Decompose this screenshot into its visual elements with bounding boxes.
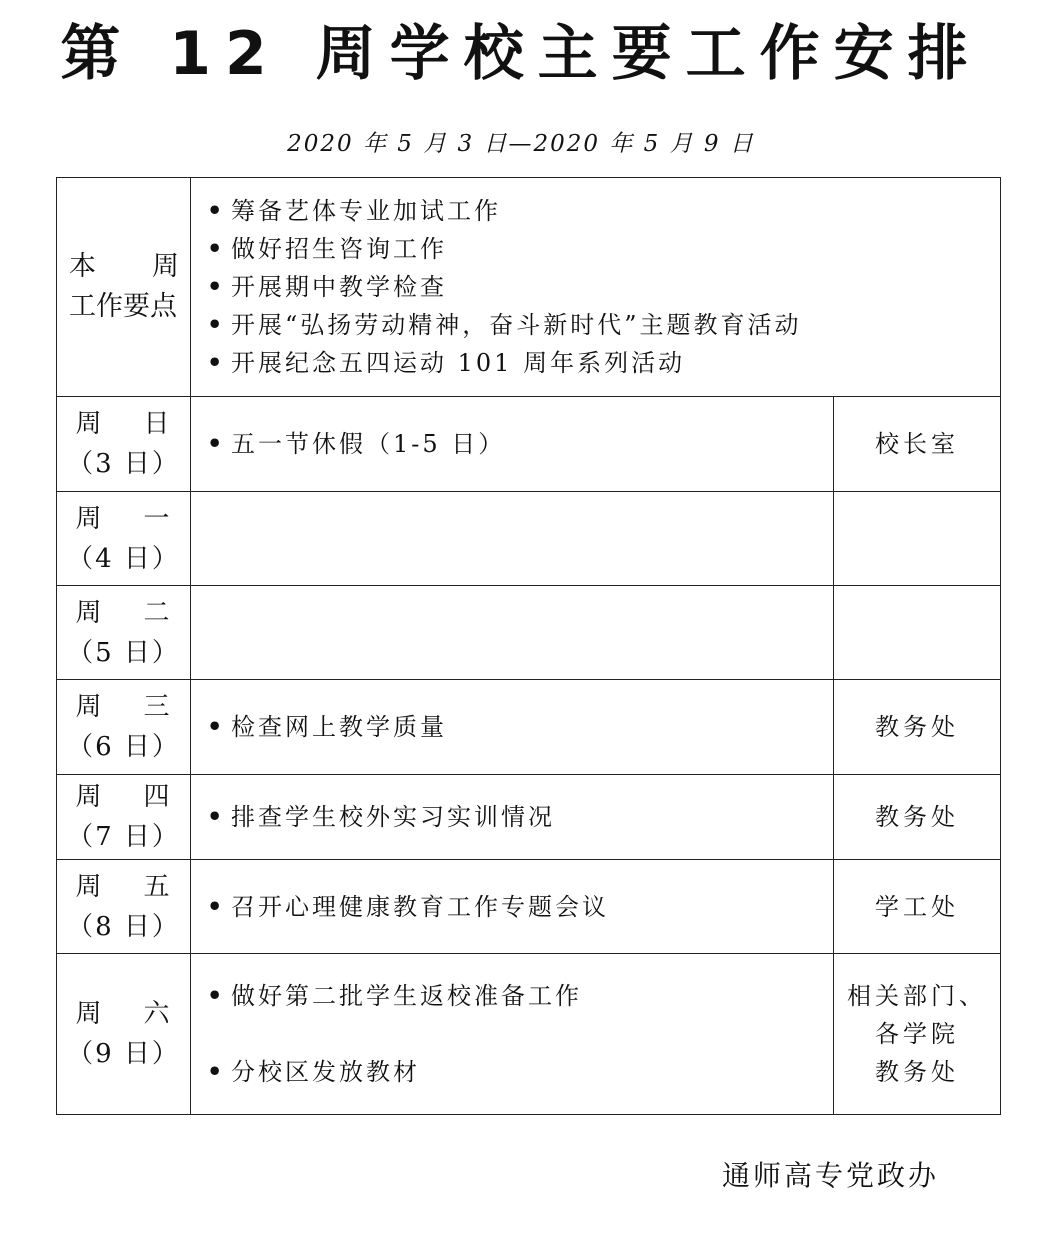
task-text: 召开心理健康教育工作专题会议 (231, 892, 609, 921)
day-date: （5 日） (67, 637, 180, 668)
task-cell (191, 586, 834, 680)
key-points-label-a: 本 (69, 251, 96, 282)
dept-text: 教务处 (875, 803, 959, 831)
task-cell (191, 860, 834, 954)
table-row (57, 397, 1001, 492)
day-date: （4 日） (67, 543, 180, 574)
key-point-text: 做好招生咨询工作 (231, 235, 447, 263)
list-item (207, 192, 1000, 230)
task-text: 五一节休假（1-5 日） (231, 430, 506, 458)
task-cell (191, 397, 834, 492)
dept-text: 各学院 (875, 1020, 959, 1048)
table-row (57, 775, 1001, 860)
dept-cell (834, 954, 1001, 1115)
bullet-icon: • (207, 310, 226, 339)
list-item (207, 888, 833, 926)
bullet-icon: • (207, 272, 226, 301)
day-cell (57, 492, 191, 586)
list-item (207, 344, 1000, 382)
day-date: （6 日） (67, 732, 180, 762)
day-name: 四 (143, 782, 172, 812)
task-text: 检查网上教学质量 (231, 713, 447, 741)
table-row (57, 680, 1001, 775)
task-cell (191, 680, 834, 775)
day-cell (57, 680, 191, 775)
list-item (207, 425, 833, 463)
day-name: 五 (143, 871, 172, 902)
table-row (57, 492, 1001, 586)
day-week: 周 (75, 871, 104, 902)
key-points-label-b: 周 (152, 251, 179, 282)
day-name: 一 (143, 503, 172, 534)
key-points-label (57, 178, 191, 397)
bullet-icon: • (207, 234, 226, 263)
bullet-icon: • (207, 981, 226, 1010)
dept-text: 相关部门、 (847, 982, 987, 1010)
day-name: 六 (143, 999, 172, 1029)
day-date: （8 日） (67, 911, 180, 942)
list-item (207, 977, 833, 1015)
task-text: 排查学生校外实习实训情况 (231, 803, 555, 831)
day-cell (57, 954, 191, 1115)
bullet-icon: • (207, 429, 226, 458)
task-text: 分校区发放教材 (231, 1058, 420, 1086)
bullet-icon: • (207, 196, 226, 225)
list-item (207, 708, 833, 746)
day-cell (57, 775, 191, 860)
day-name: 日 (143, 409, 172, 439)
list-item (207, 230, 1000, 268)
day-cell (57, 860, 191, 954)
list-item (207, 798, 833, 836)
key-point-text: 开展“弘扬劳动精神，奋斗新时代”主题教育活动 (231, 311, 802, 339)
task-cell (191, 954, 834, 1115)
table-row (57, 954, 1001, 1115)
day-week: 周 (75, 597, 104, 628)
task-cell (191, 492, 834, 586)
page-title: 第 12 周学校主要工作安排 (60, 19, 982, 89)
list-item (207, 268, 1000, 306)
day-date: （3 日） (67, 449, 180, 479)
dept-text: 学工处 (875, 892, 959, 921)
list-item (207, 306, 1000, 344)
issuer-signature: 通师高专党政办 (722, 1159, 940, 1192)
day-week: 周 (75, 999, 104, 1029)
bullet-icon: • (207, 802, 226, 831)
bullet-icon: • (207, 348, 226, 377)
day-week: 周 (75, 782, 104, 812)
day-date: （9 日） (67, 1039, 180, 1069)
key-point-text: 筹备艺体专业加试工作 (231, 197, 501, 225)
task-cell (191, 775, 834, 860)
task-text: 做好第二批学生返校准备工作 (231, 982, 582, 1010)
dept-cell (834, 397, 1001, 492)
date-range: 2020 年 5 月 3 日—2020 年 5 月 9 日 (287, 131, 755, 157)
key-point-text: 开展期中教学检查 (231, 273, 447, 301)
key-points-label-line2: 工作要点 (69, 291, 177, 322)
bullet-icon: • (207, 1057, 226, 1086)
bullet-icon: • (207, 712, 226, 741)
dept-cell (834, 680, 1001, 775)
key-point-text: 开展纪念五四运动 101 周年系列活动 (231, 349, 686, 377)
day-name: 三 (143, 692, 172, 722)
day-cell (57, 586, 191, 680)
day-week: 周 (75, 692, 104, 722)
dept-cell (834, 492, 1001, 586)
table-row (57, 586, 1001, 680)
dept-cell (834, 860, 1001, 954)
dept-text: 校长室 (875, 430, 959, 458)
day-week: 周 (75, 503, 104, 534)
day-date: （7 日） (67, 822, 180, 852)
bullet-icon: • (207, 891, 226, 921)
dept-cell (834, 775, 1001, 860)
list-item (207, 1053, 833, 1091)
key-points-list (191, 178, 1001, 397)
day-week: 周 (75, 409, 104, 439)
dept-cell (834, 586, 1001, 680)
table-row (57, 860, 1001, 954)
dept-text: 教务处 (875, 1058, 959, 1086)
dept-text: 教务处 (875, 713, 959, 741)
day-cell (57, 397, 191, 492)
key-points-row (57, 178, 1001, 397)
schedule-table (56, 177, 1001, 1115)
day-name: 二 (143, 597, 172, 628)
